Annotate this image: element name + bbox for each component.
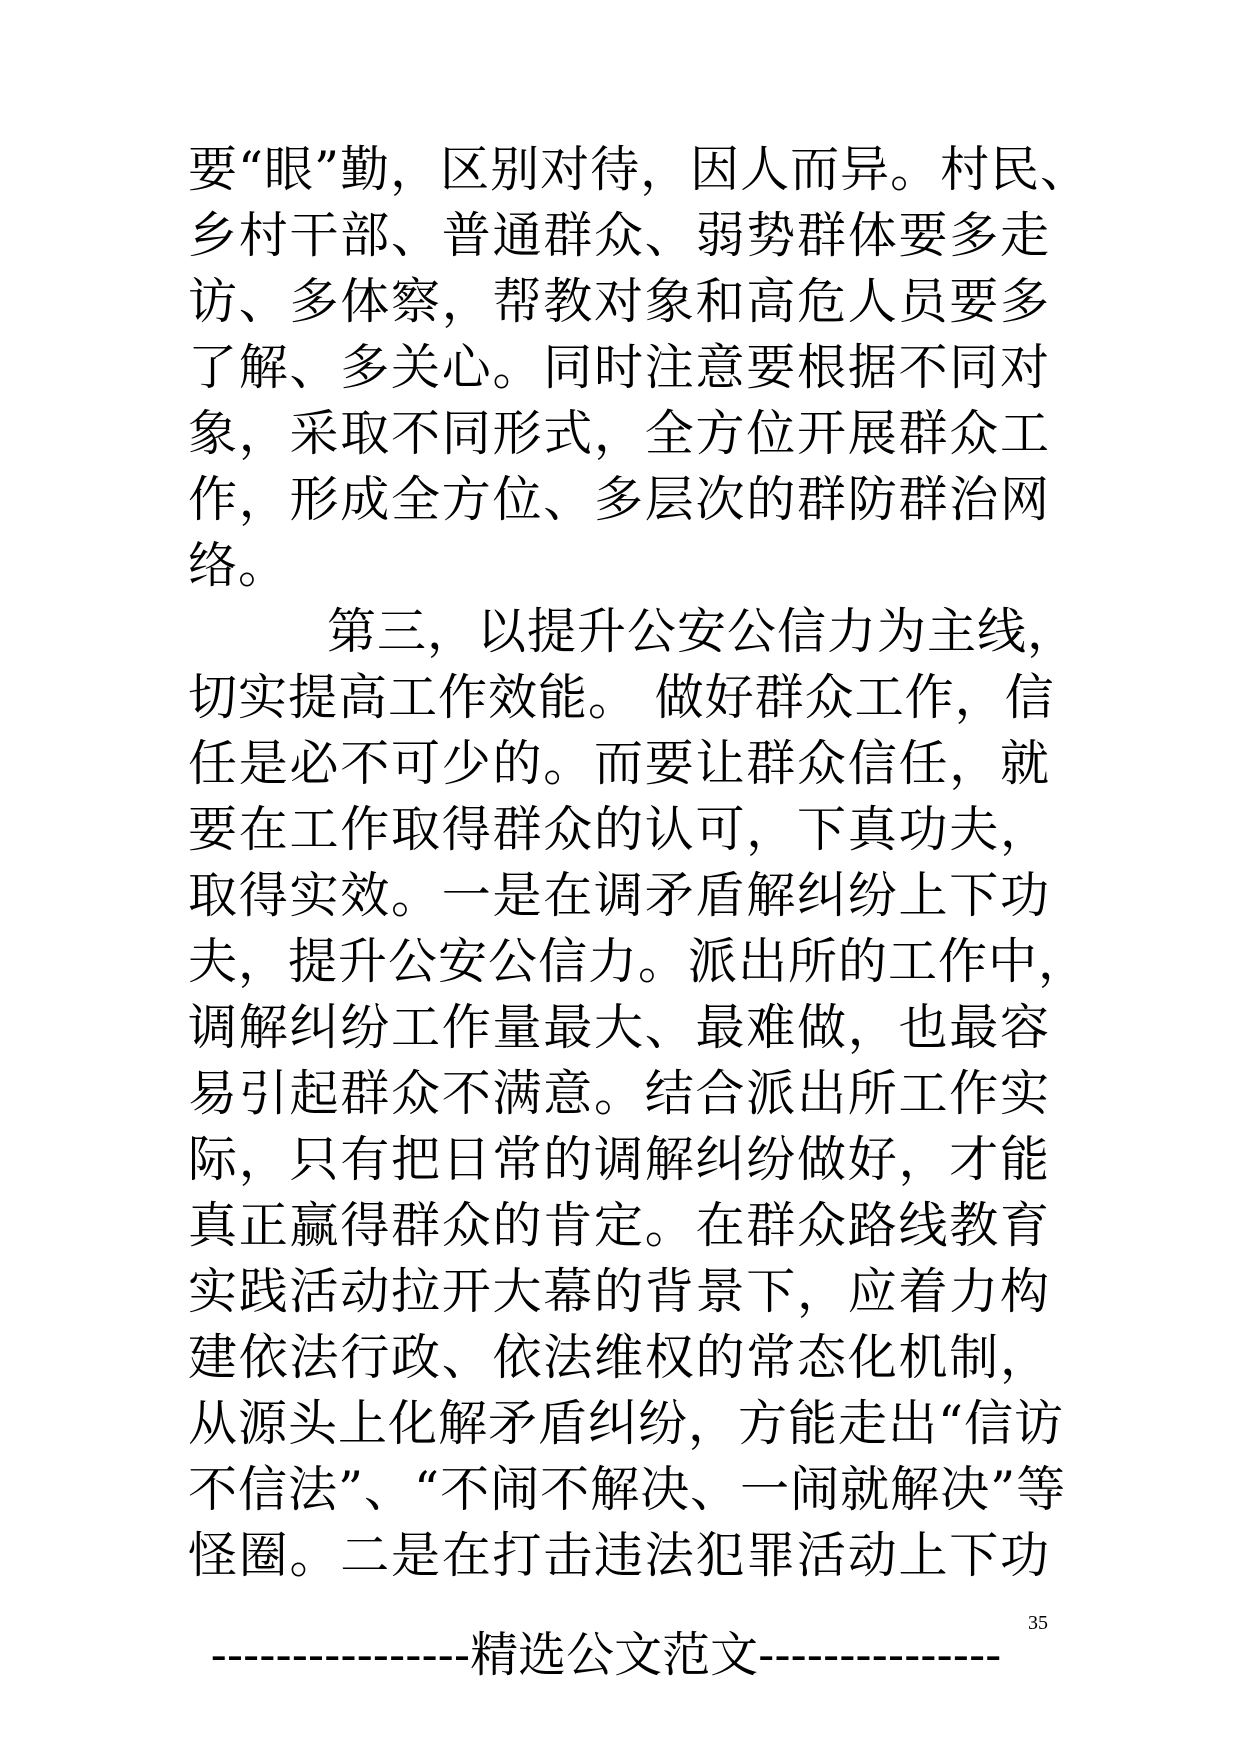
text-line-4: 了解、多关心。同时注意要根据不同对 <box>188 339 1050 396</box>
footer-label: ----------------精选公文范文--------------- <box>210 1627 1002 1683</box>
section-heading-line: 第三，以提升公安公信力为主线， <box>327 603 1078 660</box>
text-line-16: 际，只有把日常的调解纠纷做好，才能 <box>188 1131 1050 1188</box>
text-line-1: 要“眼”勤，区别对待，因人而异。村民、 <box>188 141 1091 198</box>
text-line-2: 乡村干部、普通群众、弱势群体要多走 <box>188 207 1050 264</box>
text-line-19: 建依法行政、依法维权的常态化机制， <box>188 1329 1050 1386</box>
text-line-20: 从源头上化解矛盾纠纷，方能走出“信访 <box>188 1395 1065 1452</box>
text-line-14: 调解纠纷工作量最大、最难做，也最容 <box>188 999 1050 1056</box>
text-line-5: 象，采取不同形式，全方位开展群众工 <box>188 405 1050 462</box>
text-line-15: 易引起群众不满意。结合派出所工作实 <box>188 1065 1050 1122</box>
text-line-3: 访、多体察，帮教对象和高危人员要多 <box>188 273 1050 330</box>
text-line-18: 实践活动拉开大幕的背景下，应着力构 <box>188 1263 1050 1320</box>
text-line-9: 切实提高工作效能。 做好群众工作，信 <box>188 669 1055 726</box>
text-line-13: 夫，提升公安公信力。派出所的工作中， <box>188 933 1089 990</box>
text-line-17: 真正赢得群众的肯定。在群众路线教育 <box>188 1197 1050 1254</box>
text-line-21: 不信法”、“不闹不解决、一闹就解决”等 <box>188 1461 1067 1518</box>
page-number: 35 <box>1028 1612 1048 1634</box>
text-line-10: 任是必不可少的。而要让群众信任，就 <box>188 735 1050 792</box>
text-line-12: 取得实效。一是在调矛盾解纠纷上下功 <box>188 867 1050 924</box>
text-line-11: 要在工作取得群众的认可，下真功夫， <box>188 801 1050 858</box>
text-line-7: 络。 <box>188 537 289 594</box>
text-line-22: 怪圈。二是在打击违法犯罪活动上下功 <box>188 1527 1050 1584</box>
text-line-6: 作，形成全方位、多层次的群防群治网 <box>188 471 1050 528</box>
